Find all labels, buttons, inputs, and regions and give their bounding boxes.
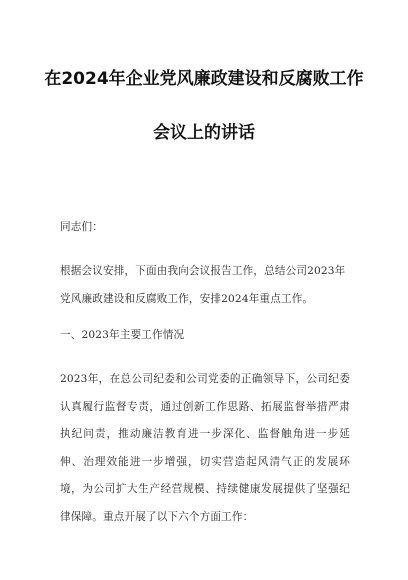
greeting: 同志们：	[60, 221, 103, 233]
paragraph-intro: 根据会议安排，下面由我向会议报告工作，总结公司2023年党风廉政建设和反腐败工作，安排2024年重点工作。	[60, 265, 346, 305]
paragraph-work-summary: 2023年，在总公司纪委和公司党委的正确领导下，公司纪委认真履行监督专责，通过创新工作思路、拓展监督举措严肃执纪问责，推动廉洁教育进一步深化、监督触角进一步延伸、治理效能进一步增强，切实营造起风清气正的发展环境，为公司扩大生产经营规模、持续健康发展提供了坚强纪律保障。重点开展了以下六个方面工作：	[60, 373, 350, 523]
section-heading: 一、2023年主要工作情况	[60, 329, 185, 341]
document-title-line2: 会议上的讲话	[153, 123, 255, 143]
document-title-line1: 在2024年企业党风廉政建设和反腐败工作	[44, 69, 364, 89]
